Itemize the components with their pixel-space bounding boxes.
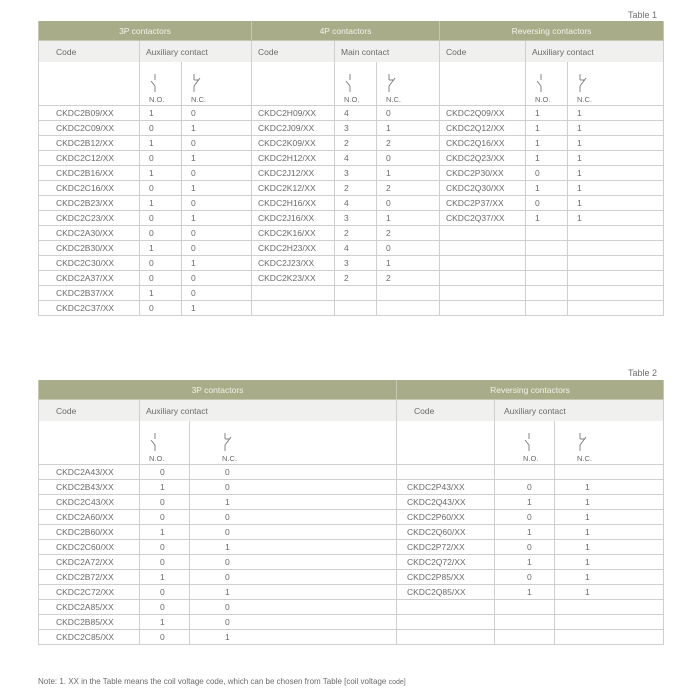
no-count-cell: 0 [140, 256, 182, 271]
empty-cell [252, 62, 335, 106]
table-row [39, 121, 664, 136]
code-cell: CKDC2C12/XX [39, 151, 140, 166]
code-cell: CKDC2J09/XX [252, 121, 335, 136]
normally-closed-contact-icon [192, 73, 202, 93]
table-row [39, 271, 664, 286]
nc-label: N.C. [577, 454, 592, 463]
table-row [39, 196, 664, 211]
nc-count-cell: 0 [190, 600, 397, 615]
no-count-cell: 1 [140, 136, 182, 151]
no-count-cell [495, 465, 555, 480]
table-row [39, 600, 664, 615]
nc-count-cell [555, 630, 664, 645]
table-row [39, 166, 664, 181]
code-cell [440, 286, 526, 301]
code-cell: CKDC2A43/XX [39, 465, 140, 480]
nc-symbol-cell [555, 421, 664, 465]
table2 [38, 380, 664, 645]
no-count-cell [526, 256, 568, 271]
code-cell: CKDC2P60/XX [397, 510, 495, 525]
no-count-cell: 1 [140, 525, 190, 540]
empty-cell [397, 421, 495, 465]
no-count-cell: 1 [495, 555, 555, 570]
table-row [39, 211, 664, 226]
code-cell: CKDC2A37/XX [39, 271, 140, 286]
no-symbol-cell [140, 421, 190, 465]
nc-count-cell: 0 [182, 166, 252, 181]
code-cell: CKDC2H16/XX [252, 196, 335, 211]
nc-count-cell [568, 286, 664, 301]
nc-count-cell: 2 [377, 181, 440, 196]
code-cell: CKDC2H12/XX [252, 151, 335, 166]
group-3p-contactors: 3P contactors [39, 21, 252, 41]
no-count-cell: 0 [140, 151, 182, 166]
table-row [39, 286, 664, 301]
no-count-cell [526, 271, 568, 286]
no-count-cell: 0 [140, 555, 190, 570]
no-count-cell: 1 [526, 136, 568, 151]
table-row [39, 510, 664, 525]
no-count-cell [495, 600, 555, 615]
no-label: N.O. [523, 454, 539, 463]
nc-count-cell: 0 [182, 196, 252, 211]
no-count-cell: 0 [140, 630, 190, 645]
nc-count-cell: 1 [555, 570, 664, 585]
group-4p-contactors: 4P contactors [252, 21, 440, 41]
code-cell: CKDC2P37/XX [440, 196, 526, 211]
col-auxiliary-contact: Auxiliary contact [526, 41, 664, 63]
code-cell: CKDC2B72/XX [39, 570, 140, 585]
no-count-cell: 0 [495, 510, 555, 525]
normally-closed-contact-icon [578, 432, 588, 452]
no-symbol-cell [335, 62, 377, 106]
col-code: Code [39, 400, 140, 422]
no-count-cell [526, 226, 568, 241]
footnote [38, 677, 406, 686]
nc-count-cell: 1 [555, 510, 664, 525]
group-3p-contactors: 3P contactors [39, 380, 397, 400]
table-row [39, 495, 664, 510]
code-cell: CKDC2B60/XX [39, 525, 140, 540]
no-count-cell: 1 [140, 106, 182, 121]
normally-closed-contact-icon [223, 432, 233, 452]
code-cell: CKDC2A60/XX [39, 510, 140, 525]
nc-count-cell: 1 [182, 121, 252, 136]
code-cell: CKDC2P30/XX [440, 166, 526, 181]
no-count-cell [526, 241, 568, 256]
code-cell: CKDC2J16/XX [252, 211, 335, 226]
code-cell: CKDC2P72/XX [397, 540, 495, 555]
code-cell: CKDC2Q23/XX [440, 151, 526, 166]
code-cell: CKDC2Q43/XX [397, 495, 495, 510]
code-cell: CKDC2C85/XX [39, 630, 140, 645]
nc-count-cell [377, 301, 440, 316]
table2-group-header-row [39, 380, 664, 400]
nc-count-cell: 1 [555, 495, 664, 510]
footnote-tail: code] [388, 679, 406, 686]
no-count-cell: 0 [140, 540, 190, 555]
normally-open-contact-icon [345, 73, 355, 93]
table1-symbol-row [39, 62, 664, 106]
no-count-cell: 3 [335, 256, 377, 271]
col-auxiliary-contact: Auxiliary contact [495, 400, 664, 422]
nc-count-cell: 1 [377, 211, 440, 226]
no-count-cell: 1 [140, 166, 182, 181]
code-cell [440, 256, 526, 271]
nc-count-cell [568, 241, 664, 256]
no-count-cell: 1 [140, 570, 190, 585]
code-cell: CKDC2K16/XX [252, 226, 335, 241]
no-count-cell [495, 615, 555, 630]
no-count-cell: 2 [335, 136, 377, 151]
col-auxiliary-contact: Auxiliary contact [140, 400, 397, 422]
code-cell: CKDC2B85/XX [39, 615, 140, 630]
no-count-cell: 0 [140, 121, 182, 136]
normally-open-contact-icon [536, 73, 546, 93]
group-reversing-contactors: Reversing contactors [440, 21, 664, 41]
nc-symbol-cell [568, 62, 664, 106]
no-count-cell: 2 [335, 181, 377, 196]
nc-label: N.C. [577, 95, 592, 104]
code-cell: CKDC2B43/XX [39, 480, 140, 495]
nc-count-cell: 2 [377, 226, 440, 241]
nc-count-cell: 0 [182, 241, 252, 256]
no-count-cell: 0 [140, 226, 182, 241]
no-count-cell: 1 [526, 121, 568, 136]
table-row [39, 181, 664, 196]
nc-count-cell: 1 [182, 151, 252, 166]
col-code: Code [39, 41, 140, 63]
nc-count-cell: 0 [190, 555, 397, 570]
table-row [39, 151, 664, 166]
nc-count-cell: 1 [555, 480, 664, 495]
normally-closed-contact-icon [578, 73, 588, 93]
table-row [39, 570, 664, 585]
no-count-cell: 3 [335, 166, 377, 181]
nc-count-cell: 0 [377, 106, 440, 121]
code-cell: CKDC2B09/XX [39, 106, 140, 121]
nc-count-cell: 1 [555, 540, 664, 555]
no-count-cell [495, 630, 555, 645]
no-count-cell: 2 [335, 226, 377, 241]
code-cell: CKDC2A30/XX [39, 226, 140, 241]
code-cell: CKDC2C23/XX [39, 211, 140, 226]
no-count-cell: 3 [335, 121, 377, 136]
nc-count-cell: 1 [568, 196, 664, 211]
code-cell: CKDC2H23/XX [252, 241, 335, 256]
nc-count-cell [568, 271, 664, 286]
no-count-cell: 0 [495, 540, 555, 555]
code-cell: CKDC2B12/XX [39, 136, 140, 151]
col-code: Code [397, 400, 495, 422]
nc-count-cell: 0 [190, 570, 397, 585]
no-count-cell: 0 [140, 301, 182, 316]
group-reversing-contactors: Reversing contactors [397, 380, 664, 400]
code-cell: CKDC2C37/XX [39, 301, 140, 316]
no-symbol-cell [495, 421, 555, 465]
normally-open-contact-icon [150, 432, 160, 452]
table1-body [39, 106, 664, 316]
table2-body [39, 465, 664, 645]
nc-count-cell: 0 [190, 615, 397, 630]
code-cell: CKDC2C09/XX [39, 121, 140, 136]
code-cell: CKDC2Q09/XX [440, 106, 526, 121]
table-row [39, 301, 664, 316]
normally-open-contact-icon [524, 432, 534, 452]
no-count-cell: 4 [335, 196, 377, 211]
nc-count-cell: 0 [182, 286, 252, 301]
no-count-cell: 1 [495, 495, 555, 510]
code-cell: CKDC2B37/XX [39, 286, 140, 301]
nc-count-cell: 0 [190, 465, 397, 480]
nc-count-cell: 1 [555, 555, 664, 570]
no-count-cell: 0 [140, 600, 190, 615]
code-cell: CKDC2Q37/XX [440, 211, 526, 226]
nc-count-cell: 1 [182, 256, 252, 271]
code-cell: CKDC2Q12/XX [440, 121, 526, 136]
code-cell: CKDC2C60/XX [39, 540, 140, 555]
table1 [38, 21, 664, 316]
nc-label: N.C. [191, 95, 206, 104]
no-count-cell: 0 [140, 211, 182, 226]
table-row [39, 555, 664, 570]
no-count-cell: 4 [335, 241, 377, 256]
code-cell [440, 226, 526, 241]
nc-count-cell: 1 [568, 106, 664, 121]
table-row [39, 585, 664, 600]
nc-count-cell: 1 [182, 181, 252, 196]
code-cell: CKDC2C30/XX [39, 256, 140, 271]
nc-count-cell: 0 [182, 136, 252, 151]
no-count-cell: 2 [335, 271, 377, 286]
code-cell [440, 301, 526, 316]
no-count-cell: 1 [495, 585, 555, 600]
no-count-cell: 1 [140, 196, 182, 211]
nc-count-cell: 0 [190, 525, 397, 540]
code-cell: CKDC2Q30/XX [440, 181, 526, 196]
no-count-cell: 0 [140, 585, 190, 600]
no-count-cell: 3 [335, 211, 377, 226]
empty-cell [39, 421, 140, 465]
nc-count-cell: 1 [182, 301, 252, 316]
code-cell [440, 241, 526, 256]
code-cell [397, 630, 495, 645]
no-count-cell [526, 286, 568, 301]
table2-symbol-row [39, 421, 664, 465]
code-cell: CKDC2Q85/XX [397, 585, 495, 600]
no-count-cell [335, 286, 377, 301]
table-row [39, 106, 664, 121]
code-cell: CKDC2K23/XX [252, 271, 335, 286]
no-count-cell: 0 [526, 196, 568, 211]
nc-count-cell: 1 [555, 585, 664, 600]
nc-label: N.C. [222, 454, 237, 463]
table2-caption: Table 2 [628, 368, 658, 378]
no-count-cell: 1 [140, 480, 190, 495]
nc-label: N.C. [386, 95, 401, 104]
code-cell: CKDC2C43/XX [39, 495, 140, 510]
nc-count-cell: 2 [377, 136, 440, 151]
normally-closed-contact-icon [387, 73, 397, 93]
no-count-cell: 4 [335, 151, 377, 166]
nc-count-cell: 0 [190, 480, 397, 495]
table1-caption: Table 1 [628, 10, 658, 20]
no-count-cell [526, 301, 568, 316]
table-row [39, 241, 664, 256]
nc-count-cell [555, 465, 664, 480]
no-symbol-cell [140, 62, 182, 106]
code-cell: CKDC2K09/XX [252, 136, 335, 151]
code-cell: CKDC2Q16/XX [440, 136, 526, 151]
code-cell: CKDC2P43/XX [397, 480, 495, 495]
nc-count-cell: 1 [568, 136, 664, 151]
nc-count-cell: 0 [190, 510, 397, 525]
nc-count-cell: 1 [568, 121, 664, 136]
nc-count-cell [377, 286, 440, 301]
nc-count-cell: 1 [182, 211, 252, 226]
no-count-cell: 1 [526, 181, 568, 196]
code-cell: CKDC2C16/XX [39, 181, 140, 196]
nc-count-cell: 0 [182, 226, 252, 241]
nc-count-cell: 1 [377, 256, 440, 271]
nc-count-cell: 1 [377, 166, 440, 181]
table-row [39, 630, 664, 645]
table-row [39, 525, 664, 540]
table1-subheader-row [39, 41, 664, 63]
code-cell: CKDC2Q72/XX [397, 555, 495, 570]
code-cell: CKDC2J23/XX [252, 256, 335, 271]
table-row [39, 465, 664, 480]
table-row [39, 615, 664, 630]
no-label: N.O. [344, 95, 360, 104]
no-count-cell: 0 [140, 271, 182, 286]
code-cell: CKDC2B16/XX [39, 166, 140, 181]
no-count-cell: 0 [140, 495, 190, 510]
code-cell: CKDC2C72/XX [39, 585, 140, 600]
code-cell [397, 615, 495, 630]
nc-count-cell [555, 600, 664, 615]
nc-count-cell: 0 [377, 241, 440, 256]
no-count-cell: 0 [140, 465, 190, 480]
no-count-cell: 1 [526, 106, 568, 121]
no-label: N.O. [149, 454, 165, 463]
no-count-cell: 1 [140, 286, 182, 301]
nc-symbol-cell [182, 62, 252, 106]
code-cell [252, 286, 335, 301]
nc-count-cell: 1 [568, 211, 664, 226]
code-cell: CKDC2K12/XX [252, 181, 335, 196]
code-cell: CKDC2J12/XX [252, 166, 335, 181]
nc-count-cell: 1 [190, 540, 397, 555]
table-row [39, 540, 664, 555]
no-count-cell: 1 [495, 525, 555, 540]
code-cell [397, 465, 495, 480]
table-row [39, 136, 664, 151]
table-row [39, 480, 664, 495]
code-cell: CKDC2H09/XX [252, 106, 335, 121]
nc-count-cell: 1 [377, 121, 440, 136]
code-cell [397, 600, 495, 615]
empty-cell [39, 62, 140, 106]
table-row [39, 256, 664, 271]
code-cell [440, 271, 526, 286]
no-count-cell: 0 [526, 166, 568, 181]
nc-count-cell: 1 [568, 166, 664, 181]
nc-count-cell: 1 [190, 585, 397, 600]
nc-count-cell: 1 [555, 525, 664, 540]
nc-count-cell [568, 256, 664, 271]
col-code: Code [252, 41, 335, 63]
nc-count-cell [568, 226, 664, 241]
nc-count-cell: 1 [568, 151, 664, 166]
code-cell [252, 301, 335, 316]
no-count-cell: 1 [140, 615, 190, 630]
code-cell: CKDC2A85/XX [39, 600, 140, 615]
nc-count-cell: 0 [182, 271, 252, 286]
no-symbol-cell [526, 62, 568, 106]
nc-count-cell [568, 301, 664, 316]
nc-symbol-cell [377, 62, 440, 106]
table-row [39, 226, 664, 241]
no-count-cell: 1 [526, 151, 568, 166]
empty-cell [440, 62, 526, 106]
normally-open-contact-icon [150, 73, 160, 93]
no-count-cell: 1 [140, 241, 182, 256]
code-cell: CKDC2B30/XX [39, 241, 140, 256]
col-code: Code [440, 41, 526, 63]
code-cell: CKDC2A72/XX [39, 555, 140, 570]
table2-subheader-row [39, 400, 664, 422]
table1-group-header-row [39, 21, 664, 41]
nc-count-cell [555, 615, 664, 630]
no-label: N.O. [535, 95, 551, 104]
no-count-cell: 0 [495, 570, 555, 585]
nc-count-cell: 0 [182, 106, 252, 121]
no-count-cell: 4 [335, 106, 377, 121]
nc-count-cell: 1 [568, 181, 664, 196]
no-count-cell [335, 301, 377, 316]
col-main-contact: Main contact [335, 41, 440, 63]
nc-symbol-cell [190, 421, 397, 465]
nc-count-cell: 1 [190, 630, 397, 645]
footnote-text: Note: 1. XX in the Table means the coil voltage code, which can be chosen from Table [coil voltage [38, 677, 389, 686]
col-auxiliary-contact: Auxiliary contact [140, 41, 252, 63]
nc-count-cell: 0 [377, 151, 440, 166]
nc-count-cell: 1 [190, 495, 397, 510]
nc-count-cell: 2 [377, 271, 440, 286]
code-cell: CKDC2Q60/XX [397, 525, 495, 540]
code-cell: CKDC2P85/XX [397, 570, 495, 585]
nc-count-cell: 0 [377, 196, 440, 211]
no-count-cell: 0 [495, 480, 555, 495]
no-count-cell: 0 [140, 510, 190, 525]
code-cell: CKDC2B23/XX [39, 196, 140, 211]
no-count-cell: 0 [140, 181, 182, 196]
no-count-cell: 1 [526, 211, 568, 226]
no-label: N.O. [149, 95, 165, 104]
